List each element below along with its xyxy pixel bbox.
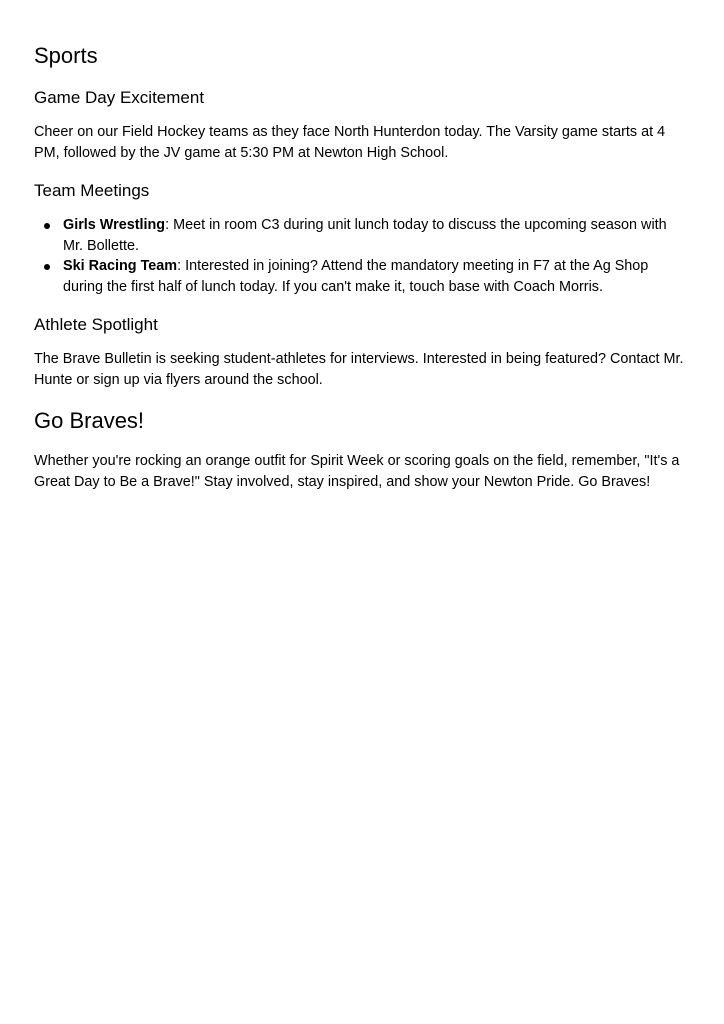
athlete-spotlight-heading: Athlete Spotlight — [34, 315, 158, 334]
bullet-icon — [44, 264, 50, 270]
team-name: Girls Wrestling — [63, 217, 166, 233]
team-meetings-list — [34, 215, 690, 297]
bullet-icon — [44, 223, 50, 229]
meeting-details: : Meet in room C3 during unit lunch today to discuss the upcoming season with Mr. Bollette. — [63, 217, 667, 254]
go-braves-heading: Go Braves! — [34, 408, 145, 433]
game-day-paragraph: Cheer on our Field Hockey teams as they face North Hunterdon today. The Varsity game starts at 4 PM, followed by the JV game at 5:30 PM at Newton High School. — [34, 124, 666, 161]
list-item-ski-racing-team — [63, 256, 690, 297]
athlete-spotlight-paragraph: The Brave Bulletin is seeking student-athletes for interviews. Interested in being featured? Contact Mr. Hunte or sign up via flyers around the school. — [34, 351, 684, 388]
go-braves-paragraph: Whether you're rocking an orange outfit for Spirit Week or scoring goals on the field, remember, "It's a Great Day to Be a Brave!" Stay involved, stay inspired, and show your Newton Pride. Go Braves! — [34, 453, 680, 490]
list-item-girls-wrestling — [63, 215, 690, 256]
game-day-heading: Game Day Excitement — [34, 88, 205, 107]
sports-heading: Sports — [34, 43, 98, 68]
team-name: Ski Racing Team — [63, 258, 178, 274]
meeting-details: : Interested in joining? Attend the mandatory meeting in F7 at the Ag Shop during the first half of lunch today. If you can't make it, touch base with Coach Morris. — [63, 258, 649, 295]
team-meetings-heading: Team Meetings — [34, 181, 150, 200]
